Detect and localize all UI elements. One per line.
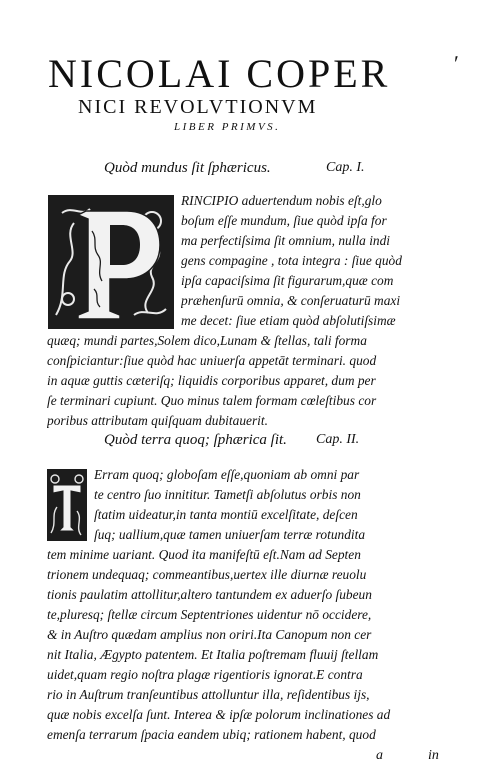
section1-line-10: in aquæ guttis cæteriſq; liquidis corporibus apparet, dum per <box>47 373 376 388</box>
signature-mark: a <box>376 748 383 763</box>
section1-line-4: gens compagine , tota integra : ſiue quòd <box>181 253 402 268</box>
section2-line-10: nit Italia, Ægypto patentem. Et Italia poſtremam fluuij ſtellam <box>47 647 379 662</box>
section2-line-5: tem minime uariant. Quod ita manifeſtū eſt.Nam ad Septen <box>47 547 361 562</box>
section2-line-8: te,pluresq; ſtellæ circum Septentriones uidentur nō occidere, <box>47 607 372 622</box>
title-mark: ʹ <box>454 51 462 76</box>
section1-line-7: me decet: ſiue etiam quòd abſolutiſsimæ <box>181 313 396 328</box>
section1-line-2: boſum eſſe mundum, ſiue quòd ipſa for <box>181 213 387 228</box>
section1-line-1: RINCIPIO aduertendum nobis eſt,glo <box>181 193 382 208</box>
section2-line-3: ſtatim uideatur,in tanta montiū excelſitate, deſcen <box>94 507 358 522</box>
section1-line-9: conſpiciantur:ſiue quòd hac uniuerſa appetāt terminari. quod <box>47 353 377 368</box>
section2-line-6: trionem undequaq; commeantibus,uertex ille diurnæ reuolu <box>47 567 367 582</box>
section2-heading: Quòd terra quoq; ſphærica ſit. <box>104 432 287 448</box>
section2-line-2: te centro ſuo innititur. Tametſi abſolutus orbis non <box>94 487 361 502</box>
section1-line-8: quæq; mundi partes,Solem dico,Lunam & ſtellas, tali forma <box>47 333 367 348</box>
initial-t-ornament-icon <box>47 469 87 541</box>
section2-line-12: rio in Auſtrum tranſeuntibus attolluntur illa, reſidentibus ijs, <box>47 687 370 702</box>
section1-heading: Quòd mundus ſit ſphæricus. <box>104 160 271 176</box>
book-label: LIBER PRIMVS. <box>174 121 281 133</box>
section2-line-14: emenſa terrarum ſpacia eandem ubiq; rationem habent, quod <box>47 727 376 742</box>
section2-cap: Cap. II. <box>316 432 360 447</box>
section1-line-11: ſe terminari cupiunt. Quo minus talem formam cœleſtibus cor <box>47 393 377 408</box>
section2-line-9: & in Auſtro quædam amplius non oriri.Ita Canopum non cer <box>47 627 372 642</box>
section2-line-4: ſuq; uallium,quæ tamen uniuerſam terræ rotundita <box>94 527 366 542</box>
section1-cap: Cap. I. <box>326 160 365 175</box>
title-nici-revolutionum: NICI REVOLVTIONVM <box>78 96 318 118</box>
section2-line-13: quæ nobis excelſa ſunt. Interea & ipſæ polorum inclinationes ad <box>47 707 391 722</box>
section1-line-3: ma perfectiſsima ſit omnium, nulla indi <box>181 233 391 248</box>
section1-line-5: ipſa capaciſsima ſit figurarum,quæ com <box>181 273 394 288</box>
section2-line-7: tionis paulatim attollitur,altero tantundem ex aduerſo ſubeun <box>47 587 372 602</box>
decorated-initial-t <box>47 469 87 541</box>
initial-p-ornament-icon <box>48 195 174 329</box>
title-line1: NICOLAI COPER <box>48 51 391 96</box>
section2-line-11: uidet,quam regio noſtra plagæ rigentioris ignorat.E contra <box>47 667 363 682</box>
section1-line-6: præhenſurū omnia, & conſeruaturū maxi <box>181 293 401 308</box>
decorated-initial-p <box>48 195 174 329</box>
section2-line-1: Erram quoq; globoſam eſſe,quoniam ab omni par <box>94 467 360 482</box>
catchword: in <box>428 748 439 763</box>
title-nicolai-coper <box>48 52 468 96</box>
section1-line-12: poribus attributam quiſquam dubitauerit. <box>47 413 268 428</box>
